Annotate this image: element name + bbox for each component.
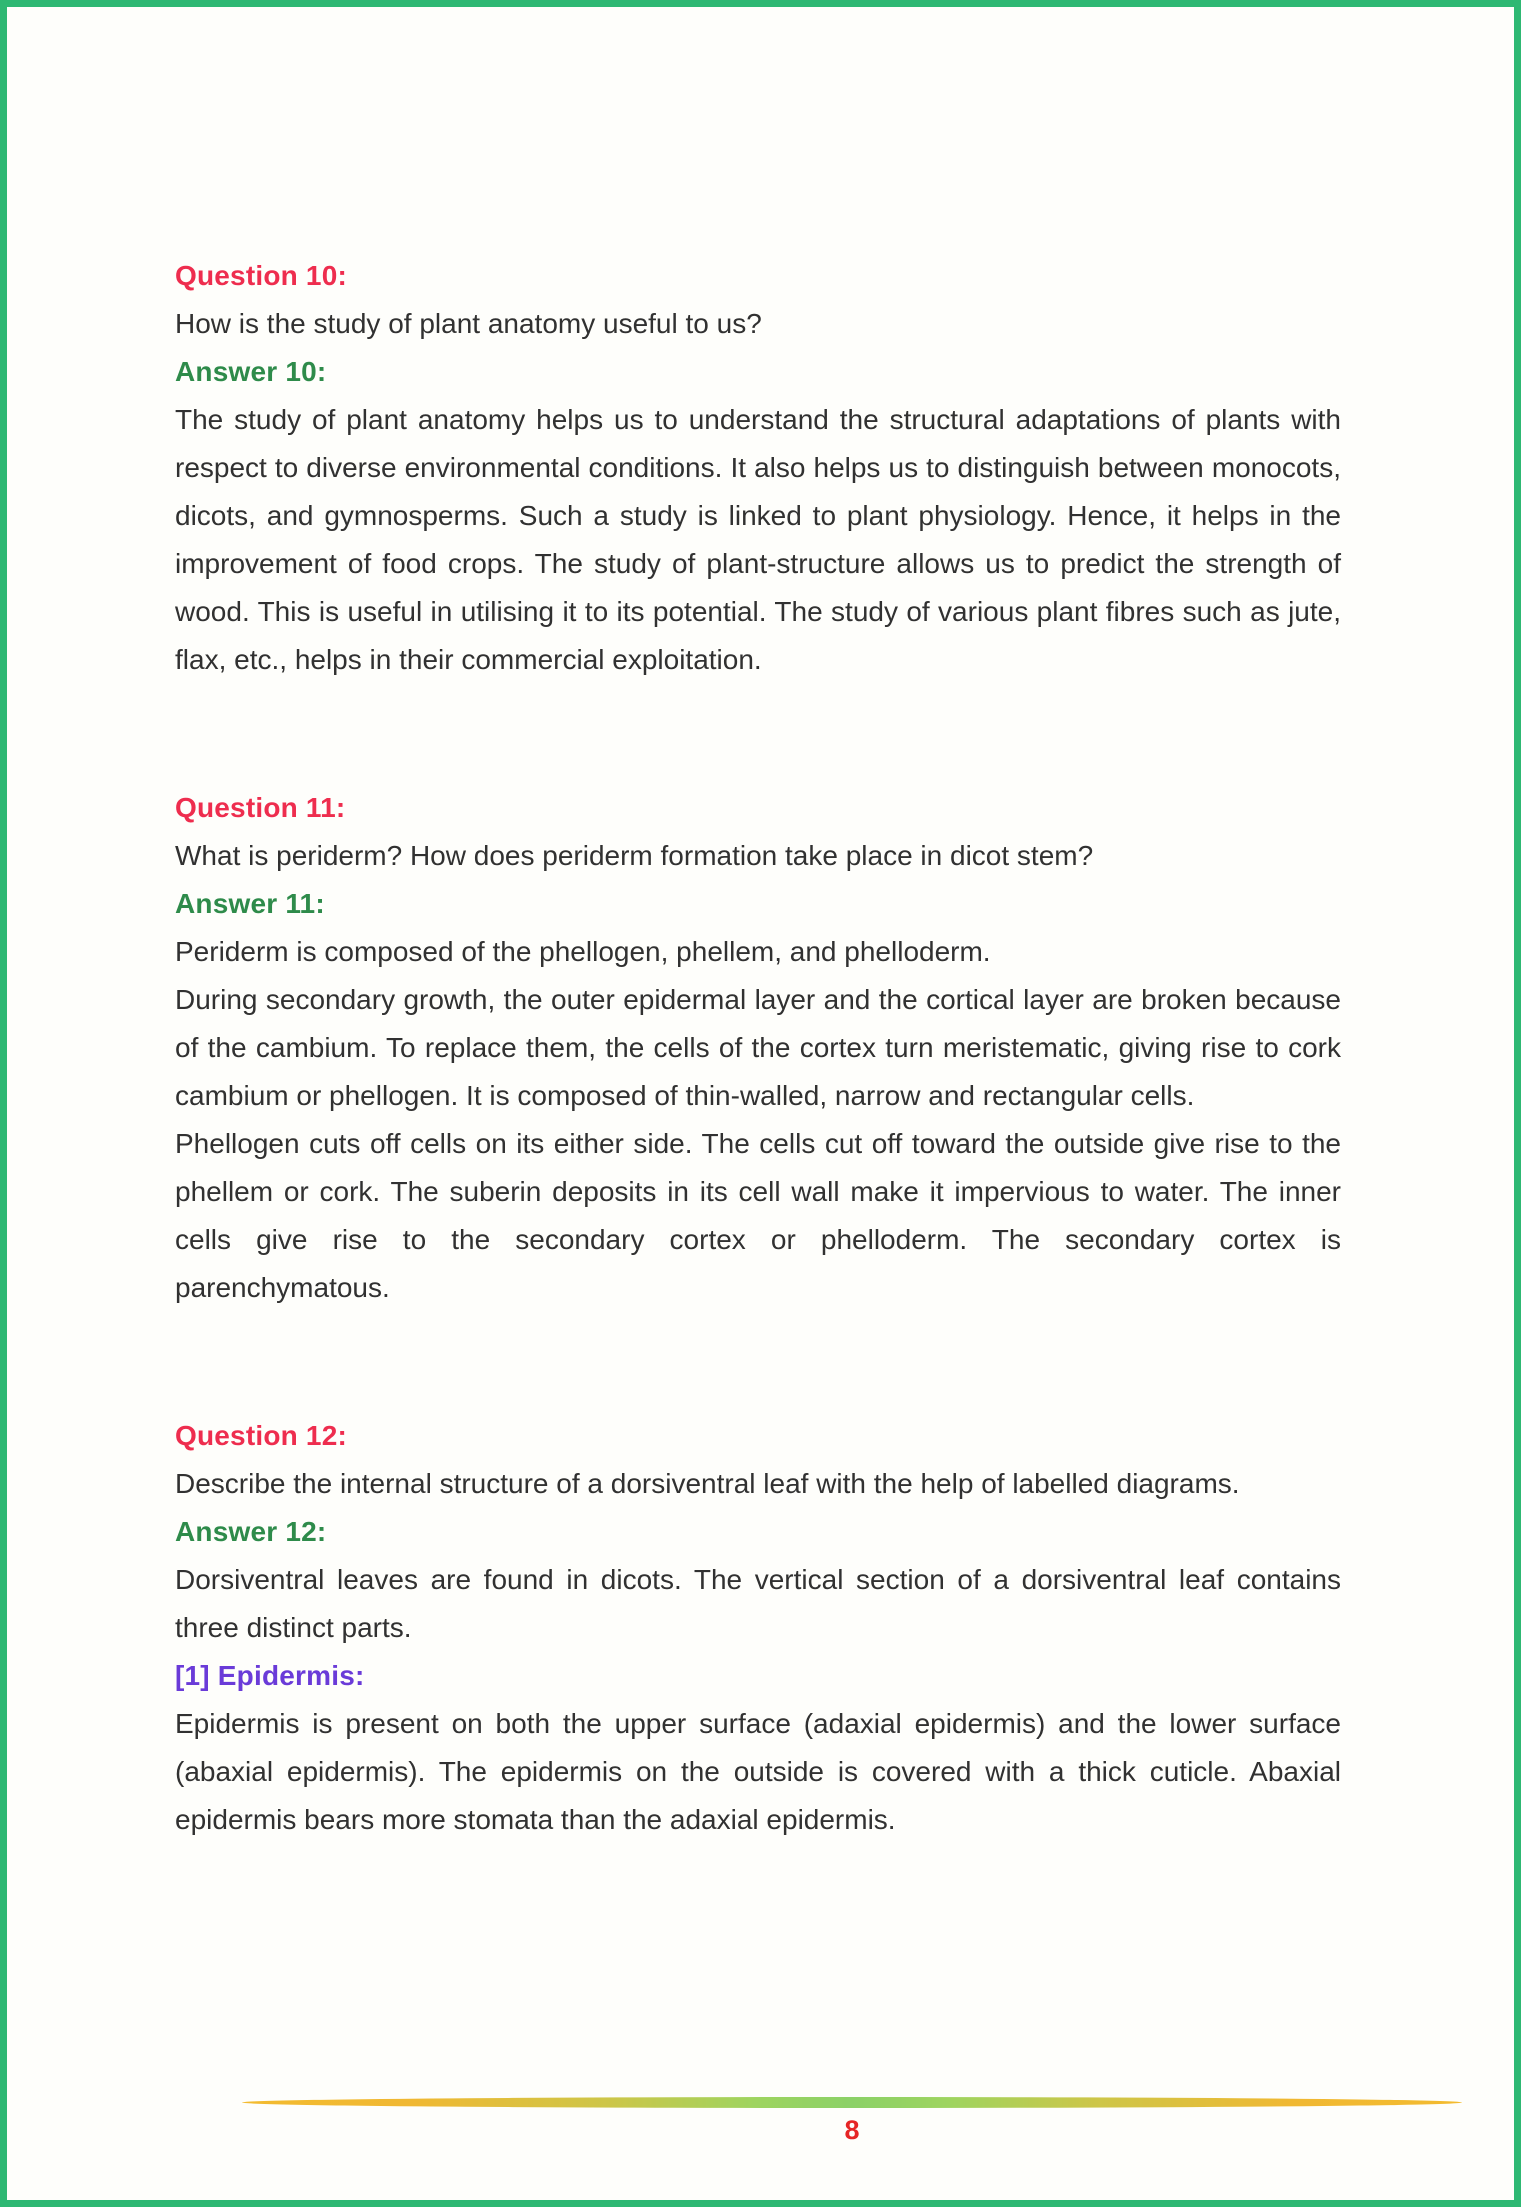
question-text: How is the study of plant anatomy useful to us? [175,308,762,339]
answer-label: Answer 11: [175,888,325,919]
question-text: What is periderm? How does periderm formation take place in dicot stem? [175,840,1094,871]
footer-divider-line [242,2097,1462,2108]
page-number: 8 [844,2115,860,2145]
question-label: Question 12: [175,1420,347,1451]
question-text: Describe the internal structure of a dorsiventral leaf with the help of labelled diagrams. [175,1468,1240,1499]
answer-subheading: [1] Epidermis: [175,1660,365,1691]
answer-paragraph: Dorsiventral leaves are found in dicots. The vertical section of a dorsiventral leaf contains three distinct parts. [175,1564,1341,1643]
answer-paragraph: The study of plant anatomy helps us to understand the structural adaptations of plants with respect to diverse environmental conditions. It also helps us to distinguish between monocots, dicots, and gymnosperms. Such a study is linked to plant physiology. Hence, it helps in the improvement of food crops. The study of plant-structure allows us to predict the strength of wood. This is useful in utilising it to its potential. The study of various plant fibres such as jute, flax, etc., helps in their commercial exploitation. [175,404,1341,675]
qa-section-12 [175,1412,1341,1844]
question-label: Question 11: [175,792,346,823]
answer-paragraph: Epidermis is present on both the upper surface (adaxial epidermis) and the lower surface (abaxial epidermis). The epidermis on the outside is covered with a thick cuticle. Abaxial epidermis bears more stomata than the adaxial epidermis. [175,1708,1341,1835]
answer-paragraph: Periderm is composed of the phellogen, phellem, and phelloderm. [175,936,991,967]
answer-label: Answer 10: [175,356,327,387]
answer-label: Answer 12: [175,1516,327,1547]
question-label: Question 10: [175,260,347,291]
answer-paragraph: During secondary growth, the outer epidermal layer and the cortical layer are broken because of the cambium. To replace them, the cells of the cortex turn meristematic, giving rise to cork cambium or phellogen. It is composed of thin-walled, narrow and rectangular cells. [175,984,1341,1111]
qa-section-10 [175,252,1341,684]
page-content [7,7,1514,1844]
answer-paragraph: Phellogen cuts off cells on its either side. The cells cut off toward the outside give rise to the phellem or cork. The suberin deposits in its cell wall make it impervious to water. The inner cells give rise to the secondary cortex or phelloderm. The secondary cortex is parenchymatous. [175,1128,1341,1303]
qa-section-11 [175,784,1341,1312]
